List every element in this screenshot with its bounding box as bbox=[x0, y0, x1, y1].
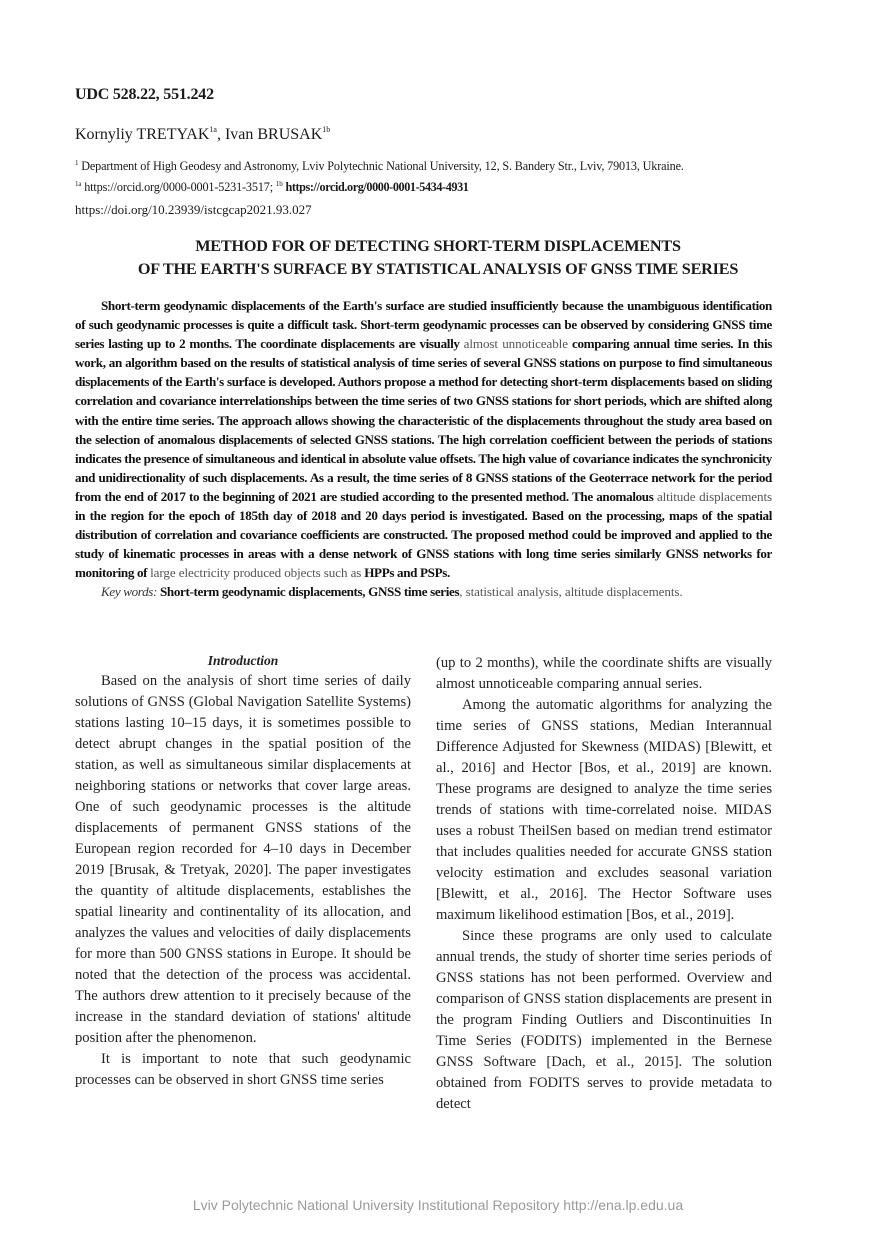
author-separator: , bbox=[216, 126, 225, 143]
abstract-text-light: large electricity produced objects such as bbox=[150, 565, 362, 581]
abstract-text: Short-term geodynamic displacements of the Earth's surface are studied insufficiently because the unambiguous identification of such geodynamic processes is quite a difficult task. Short-term geodynamic processes can be observed by considering GNSS time series lasting up to 2 months. The coordinate displacements are visually bbox=[75, 298, 772, 352]
body-paragraph: Since these programs are only used to calculate annual trends, the study of shorter time series periods of GNSS stations has not been performed. Overview and comparison of GNSS station displacements are present in the program Finding Outliers and Discontinuities In Time Series (FODITS) implemented in the Bernese GNSS Software [Dach, et al., 2015]. The solution obtained from FODITS serves to provide metadata to detect bbox=[436, 928, 772, 1112]
orcid-marker: 1b bbox=[275, 180, 283, 188]
author-affiliation-marker: 1b bbox=[322, 125, 331, 134]
orcid-line bbox=[75, 175, 684, 196]
abstract-text: in the region for the epoch of 185th day of 2018 and 20 days period is investigated. Based on the processing, maps of the spatial distribution of correlation and covariance coefficients are constructed. The proposed method could be improved and applied to the study of kinematic processes in areas with a dense network of GNSS stations with long time series similarly GNSS networks for monitoring of bbox=[75, 508, 772, 581]
paper-title bbox=[60, 235, 816, 281]
body-column-right bbox=[436, 653, 772, 1115]
affiliation-marker: 1 bbox=[75, 159, 79, 167]
affiliation-text: Department of High Geodesy and Astronomy, Lviv Polytechnic National University, 12, S. Bandery Str., Lviv, 79013, Ukraine. bbox=[81, 159, 684, 173]
body-paragraph: Based on the analysis of short time series of daily solutions of GNSS (Global Navigation Satellite Systems) stations lasting 10–15 days, it is sometimes possible to detect abrupt changes in the spatial position of the station, as well as simultaneous similar displacements at neighboring stations or networks that cover large areas. One of such geodynamic processes is the altitude displacements of permanent GNSS stations of the European region recorded for 4–10 days in December 2019 [Brusak, & Tretyak, 2020]. The paper investigates the quantity of altitude displacements, establishes the spatial linearity and continentality of its allocation, and analyzes the values and velocities of daily displacements for more than 500 GNSS stations in Europe. It should be noted that the detection of the process was accidental. The authors drew attention to it precisely because of the increase in the standard deviation of stations' altitude position after the phenomenon. bbox=[75, 673, 411, 1046]
orcid-link-1b[interactable]: https://orcid.org/0000-0001-5434-4931 bbox=[285, 180, 469, 194]
body-column-left bbox=[75, 651, 411, 1091]
author-name: Kornyliy TRETYAK bbox=[75, 126, 210, 143]
abstract-text-light: almost unnoticeable bbox=[463, 336, 568, 352]
orcid-link-1a[interactable]: https://orcid.org/0000-0001-5231-3517; bbox=[84, 180, 273, 194]
keywords-primary: Short-term geodynamic displacements, GNSS time series bbox=[157, 584, 460, 600]
body-paragraph: It is important to note that such geodynamic processes can be observed in short GNSS time series bbox=[75, 1051, 411, 1088]
abstract-text: comparing annual time series. In this work, an algorithm based on the results of statistical analysis of time series of several GNSS stations on purpose to find simultaneous displacements of the Earth's surface is developed. Authors propose a method for detecting short-term displacements based on sliding correlation and covariance interrelationships between the time series of two GNSS stations for short periods, which are shifted along with the entire time series. The approach allows showing the characteristic of the displacements throughout the study area based on the selection of anomalous displacements of selected GNSS stations. The high correlation coefficient between the periods of stations indicates the presence of simultaneous and identical in absolute value offsets. The high value of covariance indicates the synchronicity and unidirectionality of such displacements. As a result, the time series of 8 GNSS stations of the Geoterrace network for the period from the end of 2017 to the beginning of 2021 are studied according to the presented method. The anomalous bbox=[75, 336, 772, 504]
keywords-secondary: , statistical analysis, altitude displacements. bbox=[459, 584, 683, 600]
affiliation-block bbox=[75, 154, 684, 196]
author-affiliation-marker: 1a bbox=[209, 125, 217, 134]
repository-footer: Lviv Polytechnic National University Institutional Repository http://ena.lp.edu.ua bbox=[192, 1197, 684, 1213]
keywords bbox=[75, 582, 772, 601]
doi-link[interactable]: https://doi.org/10.23939/istcgcap2021.93.027 bbox=[75, 202, 312, 217]
title-line-2: OF THE EARTH'S SURFACE BY STATISTICAL ANALYSIS OF GNSS TIME SERIES bbox=[137, 260, 739, 278]
body-paragraph: Among the automatic algorithms for analyzing the time series of GNSS stations, Median Interannual Difference Adjusted for Skewness (MIDAS) [Blewitt, et al., 2016] and Hector [Bos, et al., 2019] are known. These programs are designed to analyze the time series trends of stations with time-correlated noise. MIDAS uses a robust TheilSen based on median trend estimator that includes qualities needed for accurate GNSS station velocity estimation and excludes seasonal variation [Blewitt, et al., 2016]. The Hector Software uses maximum likelihood estimation [Bos, et al., 2019]. bbox=[436, 697, 772, 923]
title-line-1: METHOD FOR OF DETECTING SHORT-TERM DISPLACEMENTS bbox=[195, 237, 681, 255]
udc-code: UDC 528.22, 551.242 bbox=[75, 86, 214, 103]
section-heading-introduction: Introduction bbox=[207, 653, 279, 668]
orcid-marker: 1a bbox=[75, 180, 82, 188]
keywords-label: Key words: bbox=[101, 584, 158, 600]
abstract-text: HPPs and PSPs. bbox=[361, 565, 450, 581]
abstract-text-light: altitude displacements bbox=[656, 488, 772, 504]
abstract bbox=[75, 296, 772, 602]
affiliation-line bbox=[75, 154, 684, 175]
abstract-paragraph bbox=[75, 296, 772, 582]
body-paragraph: (up to 2 months), while the coordinate shifts are visually almost unnoticeable comparing annual series. bbox=[436, 655, 772, 692]
author-list bbox=[75, 125, 330, 144]
author-name: Ivan BRUSAK bbox=[224, 126, 323, 143]
